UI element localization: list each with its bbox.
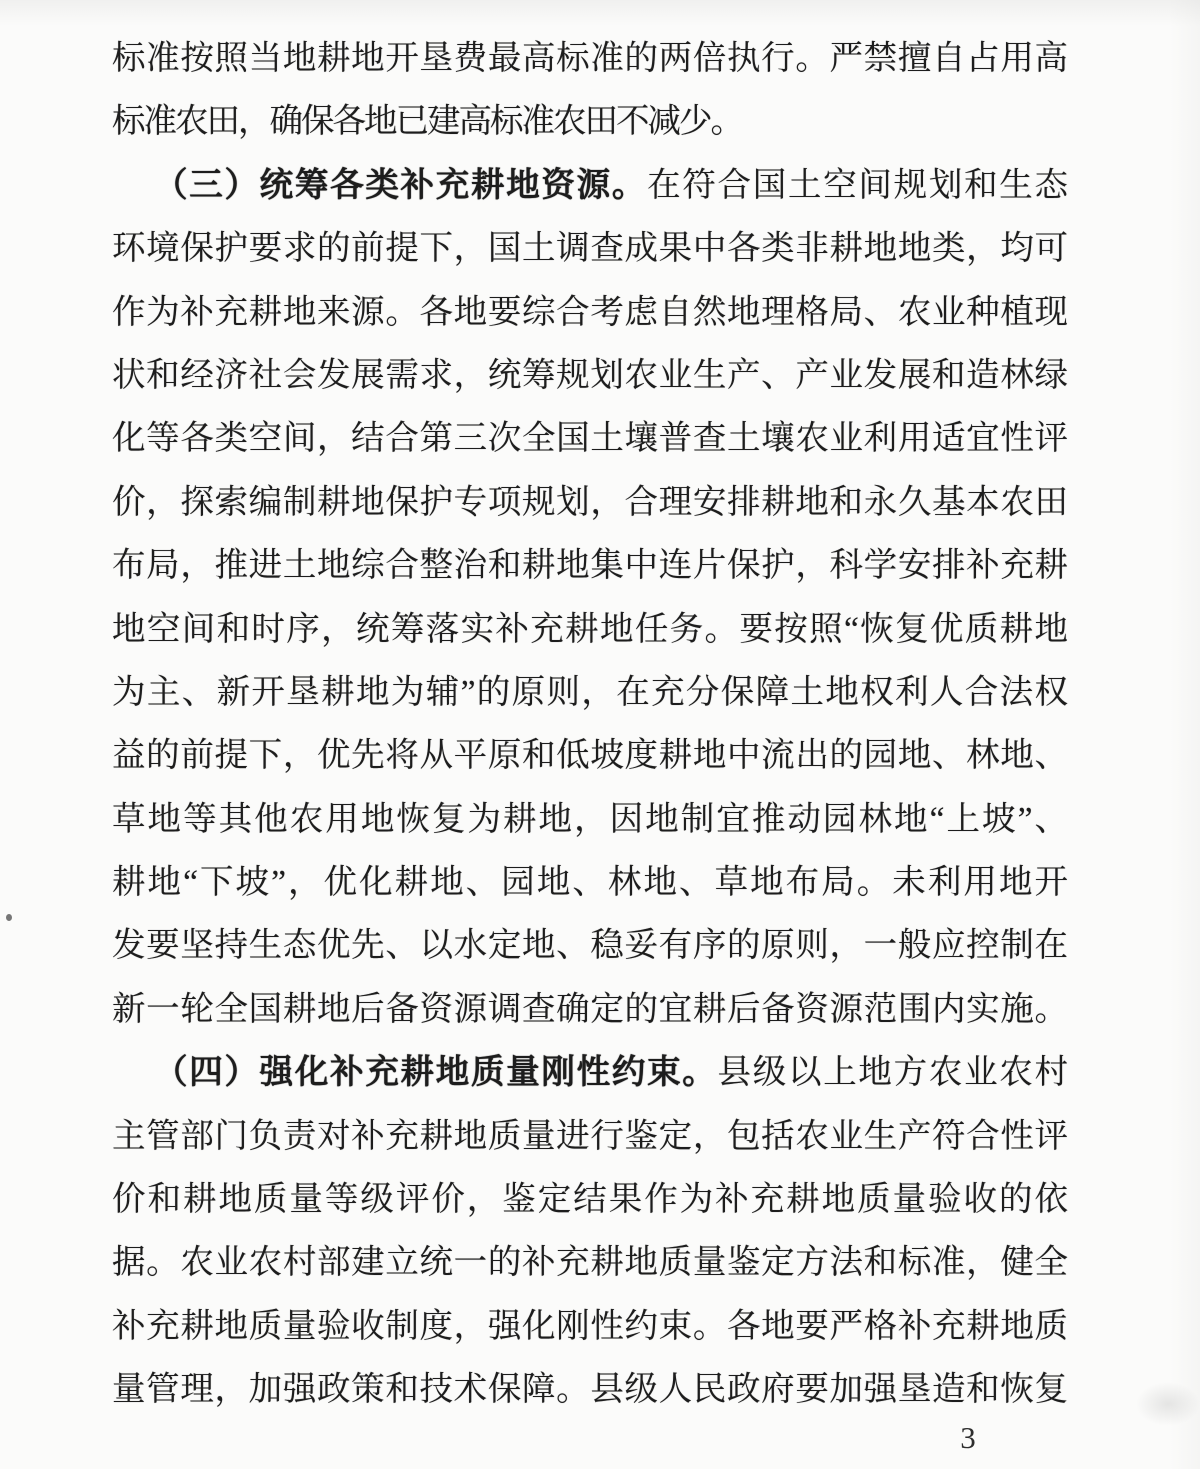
doc-line-text: 在符合国土空间规划和生态 (647, 166, 1069, 204)
doc-line-text: 状和经济社会发展需求，统筹规划农业生产、产业发展和造林绿 (112, 356, 1068, 394)
doc-line-text: 标准按照当地耕地开垦费最高标准的两倍执行。严禁擅自占用高 (112, 40, 1068, 77)
doc-line-text: 为主、新开垦耕地为辅”的原则，在充分保障土地权利人合法权 (112, 673, 1068, 711)
doc-line-text: 环境保护要求的前提下，国土调查成果中各类非耕地地类，均可 (112, 230, 1068, 268)
doc-line-text: 草地等其他农用地恢复为耕地，因地制宜推动园林地“上坡”、 (112, 800, 1068, 838)
page-number: 3 (960, 1420, 976, 1455)
doc-line-text: 补充耕地质量验收制度，强化刚性约束。各地要严格补充耕地质 (112, 1307, 1068, 1345)
doc-line-text: 地空间和时序，统筹落实补充耕地任务。要按照“恢复优质耕地 (112, 610, 1068, 648)
doc-line (112, 90, 1068, 153)
doc-line-text: 益的前提下，优先将从平原和低坡度耕地中流出的园地、林地、 (112, 737, 1068, 775)
doc-line (112, 344, 1068, 407)
doc-line (112, 534, 1068, 597)
document-text-block (112, 27, 1068, 1422)
doc-line (112, 1295, 1068, 1358)
doc-line-text: 化等各类空间，结合第三次全国土壤普查土壤农业利用适宜性评 (112, 420, 1068, 458)
doc-line (112, 217, 1068, 280)
doc-line-text: 作为补充耕地来源。各地要综合考虑自然地理格局、农业种植现 (112, 293, 1068, 331)
doc-line-text: 主管部门负责对补充耕地质量进行鉴定，包括农业生产符合性评 (112, 1117, 1068, 1155)
doc-line (112, 724, 1068, 787)
doc-line-text: 据。农业农村部建立统一的补充耕地质量鉴定方法和标准，健全 (112, 1244, 1068, 1282)
doc-line-text: 耕地“下坡”，优化耕地、园地、林地、草地布局。未利用地开 (112, 864, 1068, 902)
scan-shading (1136, 1382, 1200, 1426)
doc-line-text: 标准农田，确保各地已建高标准农田不减少。 (112, 103, 742, 141)
doc-line (112, 281, 1068, 344)
doc-line-section-heading-4 (112, 1041, 1068, 1104)
doc-line-text: 价，探索编制耕地保护专项规划，合理安排耕地和永久基本农田 (112, 483, 1068, 521)
doc-line (112, 598, 1068, 661)
doc-line (112, 27, 1068, 90)
doc-line (112, 1231, 1068, 1294)
section-heading-text: （四）强化补充耕地质量刚性约束。 (154, 1054, 718, 1092)
doc-line-text: 布局，推进土地综合整治和耕地集中连片保护，科学安排补充耕 (112, 547, 1068, 585)
doc-line-text: 量管理，加强政策和技术保障。县级人民政府要加强垦造和恢复 (112, 1371, 1068, 1409)
doc-line (112, 851, 1068, 914)
doc-line (112, 471, 1068, 534)
doc-line (112, 1168, 1068, 1231)
doc-line-text: 发要坚持生态优先、以水定地、稳妥有序的原则，一般应控制在 (112, 927, 1068, 965)
doc-line (112, 978, 1068, 1041)
doc-line (112, 407, 1068, 470)
section-heading-text: （三）统筹各类补充耕地资源。 (154, 166, 648, 204)
doc-line-section-heading-3 (112, 154, 1068, 217)
doc-line-text: 价和耕地质量等级评价，鉴定结果作为补充耕地质量验收的依 (112, 1181, 1068, 1219)
doc-line-text: 新一轮全国耕地后备资源调查确定的宜耕后备资源范围内实施。 (112, 990, 1068, 1028)
doc-line (112, 1358, 1068, 1421)
scan-speck (6, 914, 12, 921)
doc-line (112, 914, 1068, 977)
doc-line-text: 县级以上地方农业农村 (717, 1054, 1069, 1092)
doc-line (112, 661, 1068, 724)
doc-line (112, 1105, 1068, 1168)
doc-line (112, 788, 1068, 851)
